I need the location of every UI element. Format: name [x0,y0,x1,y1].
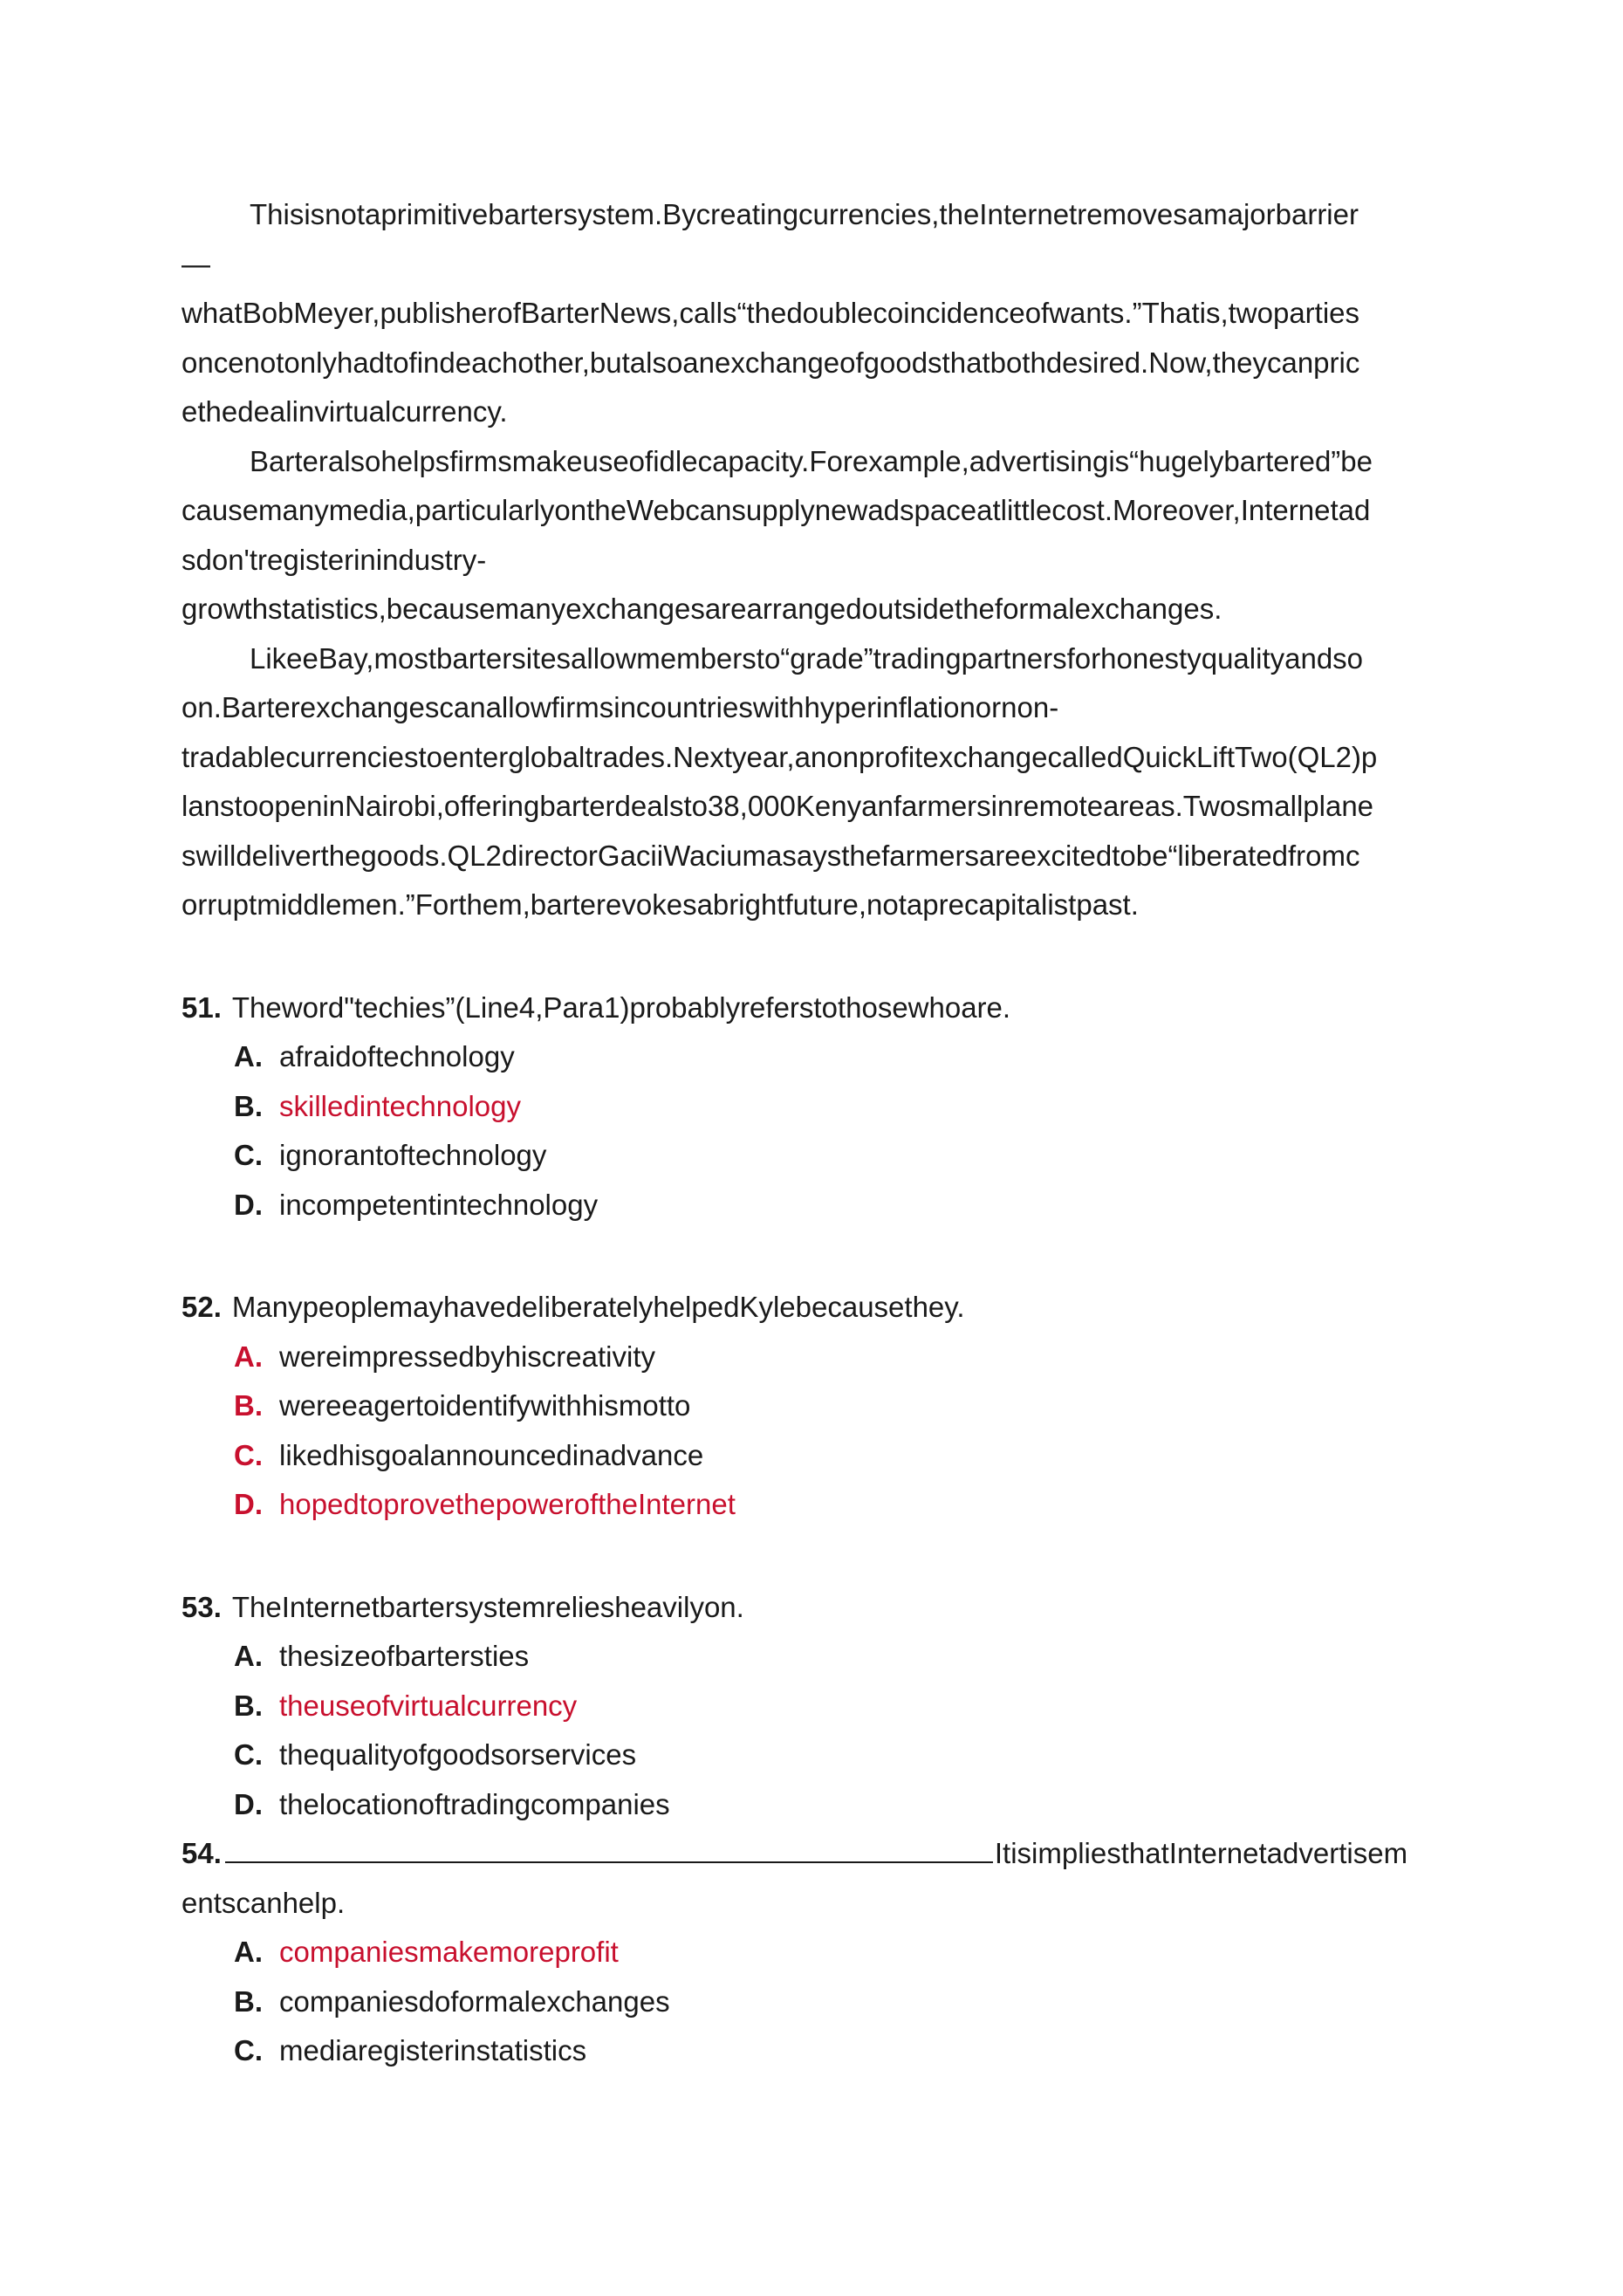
option-a[interactable] [181,1632,1455,1682]
option-letter: C. [234,1438,263,1471]
option-letter: B. [234,1984,263,2018]
option-text: companiesdoformalexchanges [279,1984,670,2018]
passage-line: Barteralsohelpsfirmsmakeuseofidlecapacity.Forexample,advertisingis“hugelybartered”be [250,444,1373,477]
option-b[interactable] [181,1381,1455,1431]
passage-line: on.Barterexchangescanallowfirmsincountrieswithhyperinflationornon- [181,691,1059,723]
option-text: incompetentintechnology [279,1188,599,1221]
option-letter: B. [234,1689,263,1722]
option-c[interactable] [181,2026,1455,2076]
option-b[interactable] [181,1082,1455,1132]
option-text: theuseofvirtualcurrency [279,1689,578,1722]
question-number: 53. [181,1590,222,1623]
option-a[interactable] [181,1928,1455,1977]
question-54 [181,1829,1455,2076]
option-d[interactable] [181,1780,1455,1830]
option-text: thesizeofbartersties [279,1640,530,1672]
option-letter: A. [234,1640,263,1672]
option-text: thequalityofgoodsorservices [279,1738,637,1771]
passage-line: swilldeliverthegoods.QL2directorGaciiWaciumasaysthefarmersareexcitedtobe“liberatedfromc [181,839,1360,872]
passage-line: causemanymedia,particularlyontheWebcansupplynewadspaceatlittlecost.Moreover,Internetad [181,494,1371,526]
option-text: likedhisgoalannouncedinadvance [279,1438,704,1471]
option-text: skilledintechnology [279,1089,522,1122]
passage-line: tradablecurrenciestoenterglobaltrades.Nextyear,anonprofitexchangecalledQuickLiftTwo(QL2)p [181,740,1378,773]
question-stem [181,1283,1455,1333]
question-text-continuation: entscanhelp. [181,1886,346,1919]
passage-line: orruptmiddlemen.”Forthem,barterevokesabrightfuture,notaprecapitalistpast. [181,888,1139,921]
question-text: Theword"techies”(Line4,Para1)probablyreferstothosewhoare. [231,990,1011,1024]
question-stem [181,1829,1455,1879]
passage-line: LikeeBay,mostbartersitesallowmembersto“grade”tradingpartnersforhonestyqualityandso [250,641,1364,675]
option-letter: A. [234,1040,263,1073]
passage-line: ethedealinvirtualcurrency. [181,395,508,428]
option-letter: A. [234,1936,263,1968]
passage-line: lanstoopeninNairobi,offeringbarterdealsto38,000Kenyanfarmersinremoteareas.Twosmallplane [181,790,1374,822]
question-stem [181,984,1455,1033]
document-page [181,190,1455,2076]
passage-line: — [181,247,210,280]
passage [181,190,1455,930]
passage-line: oncenotonlyhadtofindeachother,butalsoanexchangeofgoodsthatbothdesired.Now,theycanpric [181,346,1360,379]
option-c[interactable] [181,1731,1455,1780]
option-text: ignorantoftechnology [279,1139,547,1171]
passage-line: Thisisnotaprimitivebartersystem.Bycreatingcurrencies,theInternetremovesamajorbarrier [250,198,1359,230]
option-c[interactable] [181,1431,1455,1481]
option-d[interactable] [181,1480,1455,1530]
passage-line: whatBobMeyer,publisherofBarterNews,calls“thedoublecoincidenceofwants.”Thatis,twoparties [181,297,1360,329]
option-letter: D. [234,1488,263,1520]
option-text: afraidoftechnology [279,1040,515,1073]
question-52 [181,1283,1455,1530]
question-number: 51. [181,990,222,1024]
option-text: thelocationoftradingcompanies [279,1787,670,1820]
option-a[interactable] [181,1333,1455,1382]
option-letter: D. [234,1787,263,1820]
question-number: 52. [181,1291,222,1323]
question-text: ManypeoplemayhavedeliberatelyhelpedKylebecausethey. [231,1291,965,1323]
option-b[interactable] [181,1682,1455,1731]
question-number: 54. [181,1837,222,1869]
option-letter: C. [234,2034,263,2066]
question-text: TheInternetbartersystemreliesheavilyon. [231,1590,744,1623]
passage-line: growthstatistics,becausemanyexchangesarearrangedoutsidetheformalexchanges. [181,593,1222,625]
option-letter: C. [234,1738,263,1771]
option-text: hopedtoprovethepoweroftheInternet [279,1488,736,1520]
question-text: ItisimpliesthatInternetadvertisem [994,1837,1408,1869]
option-d[interactable] [181,1181,1455,1230]
question-51 [181,984,1455,1230]
option-letter: B. [234,1389,263,1422]
passage-line: sdon'tregisterinindustry- [181,543,487,576]
option-letter: B. [234,1089,263,1122]
option-c[interactable] [181,1131,1455,1181]
option-b[interactable] [181,1977,1455,2027]
question-53 [181,1583,1455,1830]
option-a[interactable] [181,1032,1455,1082]
option-text: companiesmakemoreprofit [279,1936,619,1968]
option-letter: A. [234,1340,263,1373]
option-text: mediaregisterinstatistics [279,2034,587,2066]
option-text: wereimpressedbyhiscreativity [279,1340,655,1373]
answer-blank[interactable] [225,1835,993,1863]
option-letter: C. [234,1139,263,1171]
question-stem [181,1583,1455,1633]
option-letter: D. [234,1188,263,1221]
option-text: wereeagertoidentifywithhismotto [279,1389,691,1422]
